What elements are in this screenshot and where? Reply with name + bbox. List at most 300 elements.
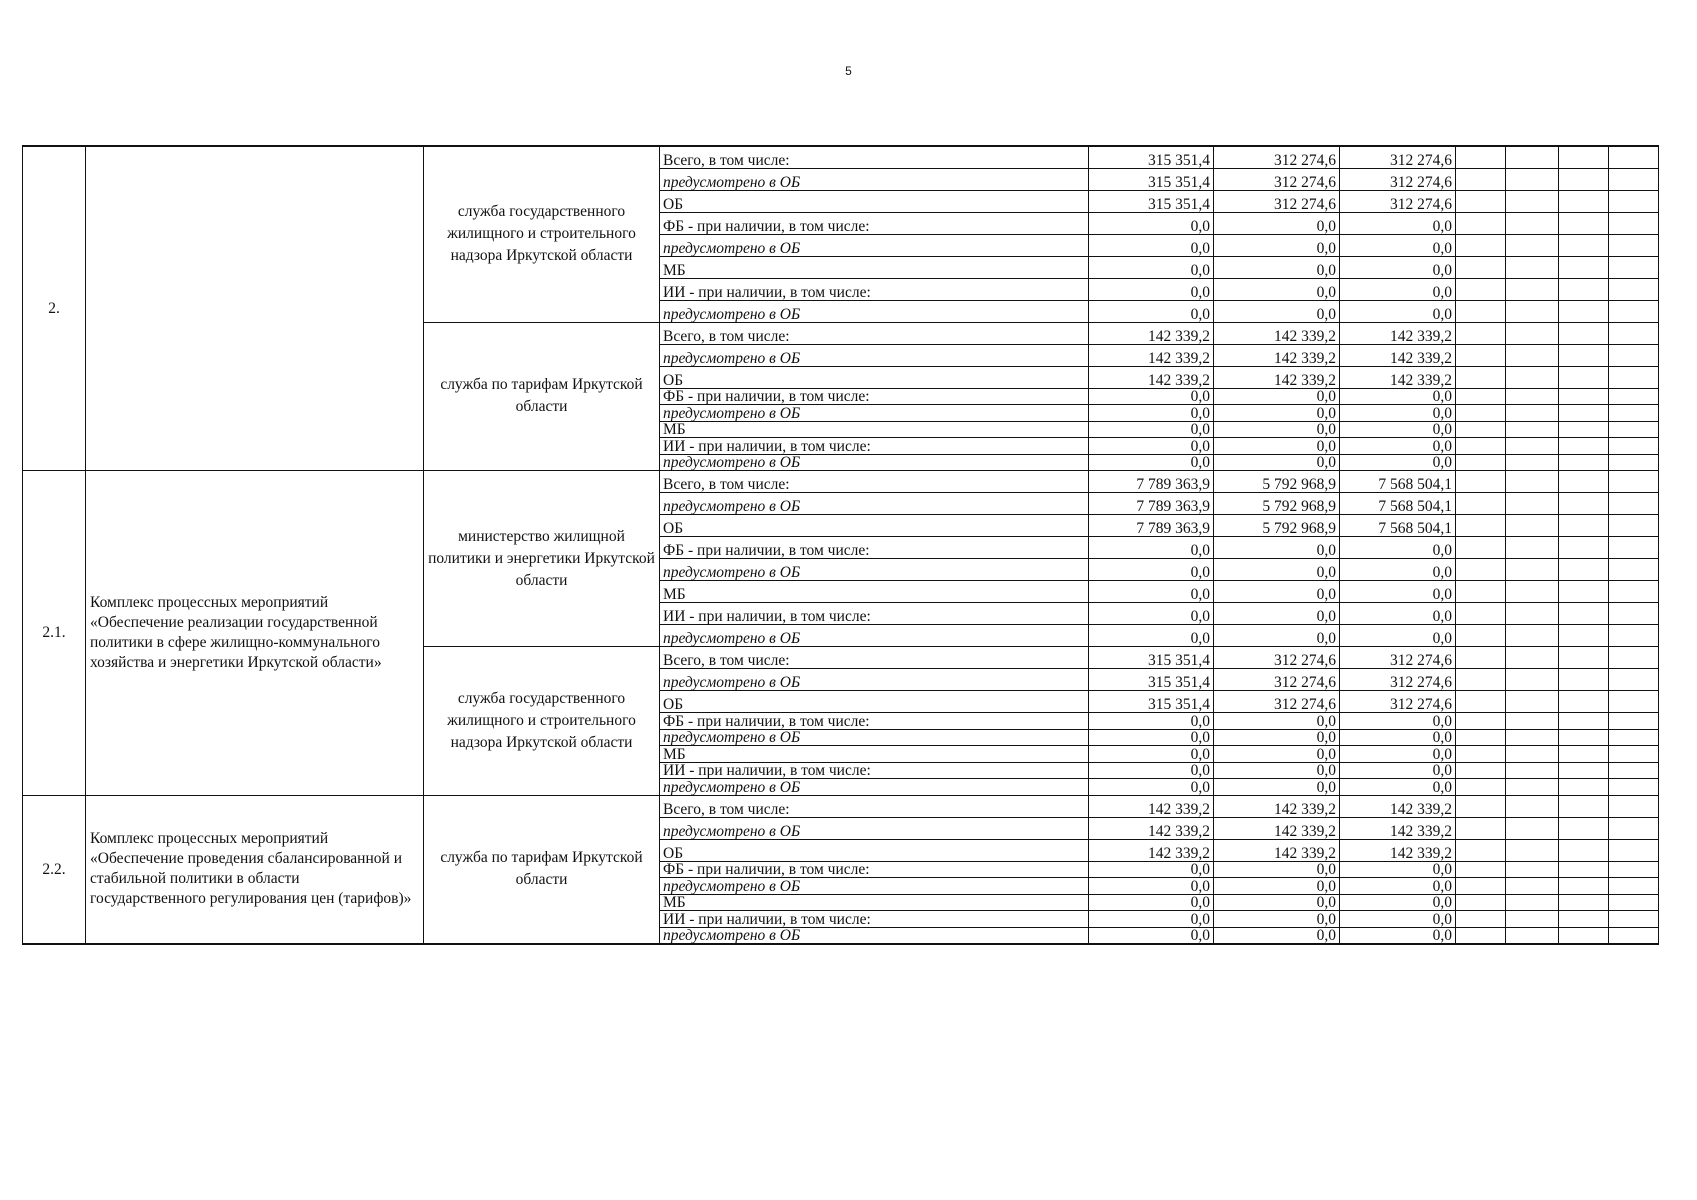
- empty-cell: [1559, 471, 1609, 493]
- empty-cell: [1506, 515, 1559, 537]
- empty-cell: [1609, 190, 1659, 212]
- empty-cell: [1506, 344, 1559, 366]
- empty-cell: [1456, 190, 1506, 212]
- empty-cell: [1609, 322, 1659, 344]
- table-row: [23, 146, 1659, 168]
- amount-cell: 0,0: [1214, 278, 1340, 300]
- amount-cell: 0,0: [1340, 729, 1456, 746]
- amount-cell: 0,0: [1214, 603, 1340, 625]
- amount-cell: 0,0: [1089, 256, 1214, 278]
- empty-cell: [1456, 762, 1506, 779]
- empty-cell: [1456, 894, 1506, 911]
- empty-cell: [1456, 515, 1506, 537]
- empty-cell: [1506, 691, 1559, 713]
- funding-source-cell: ФБ - при наличии, в том числе:: [660, 861, 1089, 878]
- empty-cell: [1456, 669, 1506, 691]
- row-number-cell: 2.1.: [23, 471, 86, 796]
- funding-source-cell: предусмотрено в ОБ: [660, 669, 1089, 691]
- empty-cell: [1559, 795, 1609, 817]
- empty-cell: [1456, 212, 1506, 234]
- amount-cell: 312 274,6: [1214, 669, 1340, 691]
- empty-cell: [1609, 795, 1659, 817]
- amount-cell: 0,0: [1089, 300, 1214, 322]
- empty-cell: [1506, 388, 1559, 405]
- funding-source-cell: ОБ: [660, 366, 1089, 388]
- empty-cell: [1506, 471, 1559, 493]
- amount-cell: 0,0: [1214, 537, 1340, 559]
- amount-cell: 0,0: [1340, 405, 1456, 422]
- amount-cell: 0,0: [1340, 603, 1456, 625]
- empty-cell: [1559, 559, 1609, 581]
- empty-cell: [1609, 300, 1659, 322]
- empty-cell: [1456, 746, 1506, 763]
- amount-cell: 0,0: [1089, 388, 1214, 405]
- amount-cell: 0,0: [1340, 746, 1456, 763]
- funding-source-cell: Всего, в том числе:: [660, 647, 1089, 669]
- empty-cell: [1506, 647, 1559, 669]
- empty-cell: [1609, 762, 1659, 779]
- funding-source-cell: предусмотрено в ОБ: [660, 878, 1089, 895]
- amount-cell: 0,0: [1340, 894, 1456, 911]
- empty-cell: [1456, 405, 1506, 422]
- empty-cell: [1559, 421, 1609, 438]
- funding-source-cell: ОБ: [660, 190, 1089, 212]
- empty-cell: [1559, 212, 1609, 234]
- funding-source-cell: ФБ - при наличии, в том числе:: [660, 388, 1089, 405]
- amount-cell: 0,0: [1340, 438, 1456, 455]
- amount-cell: 0,0: [1214, 894, 1340, 911]
- amount-cell: 5 792 968,9: [1214, 515, 1340, 537]
- empty-cell: [1559, 669, 1609, 691]
- empty-cell: [1456, 647, 1506, 669]
- empty-cell: [1559, 691, 1609, 713]
- amount-cell: 0,0: [1089, 234, 1214, 256]
- amount-cell: 142 339,2: [1340, 344, 1456, 366]
- funding-source-cell: МБ: [660, 746, 1089, 763]
- amount-cell: 0,0: [1089, 278, 1214, 300]
- empty-cell: [1456, 603, 1506, 625]
- empty-cell: [1506, 861, 1559, 878]
- empty-cell: [1609, 421, 1659, 438]
- amount-cell: 315 351,4: [1089, 691, 1214, 713]
- amount-cell: 312 274,6: [1340, 691, 1456, 713]
- amount-cell: 7 568 504,1: [1340, 515, 1456, 537]
- empty-cell: [1559, 647, 1609, 669]
- amount-cell: 0,0: [1089, 779, 1214, 796]
- amount-cell: 0,0: [1089, 454, 1214, 471]
- empty-cell: [1456, 168, 1506, 190]
- empty-cell: [1456, 537, 1506, 559]
- amount-cell: 0,0: [1089, 559, 1214, 581]
- funding-source-cell: ИИ - при наличии, в том числе:: [660, 603, 1089, 625]
- empty-cell: [1609, 559, 1659, 581]
- amount-cell: 0,0: [1214, 927, 1340, 944]
- empty-cell: [1609, 894, 1659, 911]
- amount-cell: 315 351,4: [1089, 647, 1214, 669]
- executor-cell: министерство жилищной политики и энергетики Иркутской области: [424, 471, 660, 647]
- amount-cell: 0,0: [1340, 234, 1456, 256]
- amount-cell: 0,0: [1340, 454, 1456, 471]
- empty-cell: [1609, 212, 1659, 234]
- empty-cell: [1559, 839, 1609, 861]
- amount-cell: 142 339,2: [1340, 795, 1456, 817]
- empty-cell: [1506, 795, 1559, 817]
- empty-cell: [1506, 300, 1559, 322]
- empty-cell: [1456, 344, 1506, 366]
- empty-cell: [1609, 438, 1659, 455]
- amount-cell: 7 568 504,1: [1340, 471, 1456, 493]
- funding-source-cell: ОБ: [660, 691, 1089, 713]
- empty-cell: [1506, 256, 1559, 278]
- amount-cell: 7 568 504,1: [1340, 493, 1456, 515]
- empty-cell: [1506, 625, 1559, 647]
- amount-cell: 0,0: [1214, 454, 1340, 471]
- amount-cell: 7 789 363,9: [1089, 471, 1214, 493]
- empty-cell: [1609, 454, 1659, 471]
- amount-cell: 0,0: [1214, 256, 1340, 278]
- empty-cell: [1559, 746, 1609, 763]
- empty-cell: [1559, 625, 1609, 647]
- empty-cell: [1559, 493, 1609, 515]
- empty-cell: [1559, 894, 1609, 911]
- funding-source-cell: предусмотрено в ОБ: [660, 234, 1089, 256]
- empty-cell: [1506, 817, 1559, 839]
- empty-cell: [1506, 212, 1559, 234]
- empty-cell: [1506, 581, 1559, 603]
- empty-cell: [1559, 366, 1609, 388]
- empty-cell: [1609, 779, 1659, 796]
- amount-cell: 312 274,6: [1214, 190, 1340, 212]
- amount-cell: 0,0: [1340, 878, 1456, 895]
- funding-source-cell: Всего, в том числе:: [660, 795, 1089, 817]
- empty-cell: [1456, 625, 1506, 647]
- amount-cell: 315 351,4: [1089, 190, 1214, 212]
- empty-cell: [1609, 691, 1659, 713]
- empty-cell: [1609, 911, 1659, 928]
- empty-cell: [1559, 278, 1609, 300]
- amount-cell: 312 274,6: [1214, 647, 1340, 669]
- empty-cell: [1506, 438, 1559, 455]
- amount-cell: 0,0: [1214, 746, 1340, 763]
- amount-cell: 0,0: [1089, 861, 1214, 878]
- funding-source-cell: предусмотрено в ОБ: [660, 344, 1089, 366]
- amount-cell: 312 274,6: [1214, 168, 1340, 190]
- amount-cell: 142 339,2: [1089, 322, 1214, 344]
- funding-source-cell: предусмотрено в ОБ: [660, 454, 1089, 471]
- funding-source-cell: ИИ - при наличии, в том числе:: [660, 438, 1089, 455]
- empty-cell: [1559, 146, 1609, 168]
- empty-cell: [1506, 746, 1559, 763]
- funding-source-cell: Всего, в том числе:: [660, 471, 1089, 493]
- funding-source-cell: ОБ: [660, 515, 1089, 537]
- empty-cell: [1506, 894, 1559, 911]
- amount-cell: 312 274,6: [1340, 190, 1456, 212]
- funding-source-cell: ИИ - при наличии, в том числе:: [660, 762, 1089, 779]
- funding-source-cell: Всего, в том числе:: [660, 322, 1089, 344]
- amount-cell: 315 351,4: [1089, 669, 1214, 691]
- amount-cell: 0,0: [1089, 878, 1214, 895]
- funding-source-cell: предусмотрено в ОБ: [660, 927, 1089, 944]
- empty-cell: [1559, 300, 1609, 322]
- amount-cell: 0,0: [1214, 625, 1340, 647]
- program-name-cell: [86, 146, 424, 471]
- funding-source-cell: предусмотрено в ОБ: [660, 493, 1089, 515]
- amount-cell: 142 339,2: [1089, 344, 1214, 366]
- amount-cell: 142 339,2: [1340, 322, 1456, 344]
- amount-cell: 7 789 363,9: [1089, 493, 1214, 515]
- empty-cell: [1506, 454, 1559, 471]
- funding-source-cell: МБ: [660, 581, 1089, 603]
- empty-cell: [1609, 746, 1659, 763]
- amount-cell: 142 339,2: [1214, 344, 1340, 366]
- amount-cell: 142 339,2: [1214, 839, 1340, 861]
- amount-cell: 0,0: [1214, 559, 1340, 581]
- table-row: [23, 471, 1659, 493]
- empty-cell: [1559, 861, 1609, 878]
- amount-cell: 315 351,4: [1089, 146, 1214, 168]
- funding-source-cell: ОБ: [660, 839, 1089, 861]
- amount-cell: 0,0: [1089, 421, 1214, 438]
- empty-cell: [1559, 927, 1609, 944]
- empty-cell: [1609, 278, 1659, 300]
- empty-cell: [1506, 669, 1559, 691]
- empty-cell: [1609, 878, 1659, 895]
- empty-cell: [1456, 878, 1506, 895]
- empty-cell: [1559, 817, 1609, 839]
- amount-cell: 0,0: [1214, 421, 1340, 438]
- empty-cell: [1609, 625, 1659, 647]
- empty-cell: [1456, 300, 1506, 322]
- empty-cell: [1506, 779, 1559, 796]
- empty-cell: [1506, 493, 1559, 515]
- amount-cell: 0,0: [1340, 861, 1456, 878]
- empty-cell: [1506, 762, 1559, 779]
- empty-cell: [1609, 861, 1659, 878]
- empty-cell: [1506, 421, 1559, 438]
- table-row: [23, 795, 1659, 817]
- funding-source-cell: предусмотрено в ОБ: [660, 817, 1089, 839]
- empty-cell: [1559, 911, 1609, 928]
- empty-cell: [1559, 581, 1609, 603]
- empty-cell: [1456, 839, 1506, 861]
- amount-cell: 0,0: [1214, 234, 1340, 256]
- empty-cell: [1609, 537, 1659, 559]
- amount-cell: 0,0: [1214, 438, 1340, 455]
- empty-cell: [1609, 388, 1659, 405]
- amount-cell: 0,0: [1089, 212, 1214, 234]
- amount-cell: 0,0: [1089, 729, 1214, 746]
- amount-cell: 0,0: [1340, 212, 1456, 234]
- amount-cell: 142 339,2: [1340, 366, 1456, 388]
- funding-source-cell: ИИ - при наличии, в том числе:: [660, 911, 1089, 928]
- empty-cell: [1456, 795, 1506, 817]
- funding-source-cell: ФБ - при наличии, в том числе:: [660, 713, 1089, 730]
- amount-cell: 0,0: [1214, 762, 1340, 779]
- budget-table: [22, 145, 1659, 945]
- amount-cell: 0,0: [1214, 911, 1340, 928]
- empty-cell: [1456, 911, 1506, 928]
- empty-cell: [1559, 256, 1609, 278]
- empty-cell: [1559, 515, 1609, 537]
- amount-cell: 312 274,6: [1214, 146, 1340, 168]
- empty-cell: [1506, 322, 1559, 344]
- empty-cell: [1609, 647, 1659, 669]
- amount-cell: 142 339,2: [1089, 817, 1214, 839]
- page-number: 5: [845, 64, 852, 78]
- funding-source-cell: Всего, в том числе:: [660, 146, 1089, 168]
- funding-source-cell: предусмотрено в ОБ: [660, 625, 1089, 647]
- empty-cell: [1559, 713, 1609, 730]
- amount-cell: 0,0: [1214, 388, 1340, 405]
- amount-cell: 0,0: [1089, 713, 1214, 730]
- amount-cell: 142 339,2: [1214, 817, 1340, 839]
- empty-cell: [1609, 817, 1659, 839]
- amount-cell: 0,0: [1214, 861, 1340, 878]
- amount-cell: 0,0: [1340, 762, 1456, 779]
- empty-cell: [1456, 366, 1506, 388]
- empty-cell: [1456, 779, 1506, 796]
- empty-cell: [1456, 438, 1506, 455]
- amount-cell: 0,0: [1089, 405, 1214, 422]
- empty-cell: [1456, 729, 1506, 746]
- amount-cell: 5 792 968,9: [1214, 471, 1340, 493]
- funding-source-cell: МБ: [660, 421, 1089, 438]
- empty-cell: [1609, 669, 1659, 691]
- funding-source-cell: МБ: [660, 256, 1089, 278]
- amount-cell: 7 789 363,9: [1089, 515, 1214, 537]
- amount-cell: 0,0: [1089, 746, 1214, 763]
- executor-cell: служба по тарифам Иркутской области: [424, 795, 660, 944]
- empty-cell: [1559, 779, 1609, 796]
- amount-cell: 0,0: [1089, 894, 1214, 911]
- empty-cell: [1609, 256, 1659, 278]
- amount-cell: 0,0: [1214, 300, 1340, 322]
- funding-source-cell: ИИ - при наличии, в том числе:: [660, 278, 1089, 300]
- empty-cell: [1609, 581, 1659, 603]
- empty-cell: [1609, 603, 1659, 625]
- amount-cell: 142 339,2: [1089, 366, 1214, 388]
- empty-cell: [1559, 344, 1609, 366]
- empty-cell: [1559, 537, 1609, 559]
- empty-cell: [1506, 603, 1559, 625]
- amount-cell: 5 792 968,9: [1214, 493, 1340, 515]
- program-name-cell: Комплекс процессных мероприятий «Обеспечение реализации государственной политики в сфере жилищно-коммунального хозяйства и энергетики Иркутской области»: [86, 471, 424, 796]
- amount-cell: 0,0: [1214, 405, 1340, 422]
- empty-cell: [1456, 234, 1506, 256]
- amount-cell: 0,0: [1214, 878, 1340, 895]
- amount-cell: 0,0: [1340, 300, 1456, 322]
- empty-cell: [1609, 366, 1659, 388]
- empty-cell: [1506, 366, 1559, 388]
- amount-cell: 142 339,2: [1214, 366, 1340, 388]
- amount-cell: 0,0: [1089, 762, 1214, 779]
- empty-cell: [1456, 421, 1506, 438]
- empty-cell: [1609, 493, 1659, 515]
- empty-cell: [1609, 515, 1659, 537]
- funding-source-cell: предусмотрено в ОБ: [660, 729, 1089, 746]
- executor-cell: служба государственного жилищного и строительного надзора Иркутской области: [424, 647, 660, 796]
- empty-cell: [1506, 713, 1559, 730]
- empty-cell: [1559, 454, 1609, 471]
- empty-cell: [1609, 405, 1659, 422]
- empty-cell: [1506, 559, 1559, 581]
- amount-cell: 0,0: [1340, 388, 1456, 405]
- empty-cell: [1456, 581, 1506, 603]
- funding-source-cell: предусмотрено в ОБ: [660, 168, 1089, 190]
- empty-cell: [1506, 537, 1559, 559]
- empty-cell: [1559, 405, 1609, 422]
- amount-cell: 312 274,6: [1340, 669, 1456, 691]
- amount-cell: 0,0: [1340, 779, 1456, 796]
- amount-cell: 0,0: [1089, 927, 1214, 944]
- amount-cell: 142 339,2: [1340, 817, 1456, 839]
- empty-cell: [1506, 146, 1559, 168]
- amount-cell: 0,0: [1214, 779, 1340, 796]
- empty-cell: [1456, 493, 1506, 515]
- empty-cell: [1559, 322, 1609, 344]
- empty-cell: [1456, 146, 1506, 168]
- amount-cell: 142 339,2: [1214, 795, 1340, 817]
- empty-cell: [1609, 146, 1659, 168]
- funding-source-cell: ФБ - при наличии, в том числе:: [660, 537, 1089, 559]
- empty-cell: [1609, 713, 1659, 730]
- empty-cell: [1456, 454, 1506, 471]
- amount-cell: 0,0: [1340, 927, 1456, 944]
- empty-cell: [1506, 927, 1559, 944]
- amount-cell: 0,0: [1089, 603, 1214, 625]
- amount-cell: 0,0: [1340, 625, 1456, 647]
- empty-cell: [1506, 911, 1559, 928]
- empty-cell: [1559, 234, 1609, 256]
- amount-cell: 312 274,6: [1340, 168, 1456, 190]
- amount-cell: 312 274,6: [1340, 146, 1456, 168]
- amount-cell: 0,0: [1340, 559, 1456, 581]
- empty-cell: [1559, 190, 1609, 212]
- amount-cell: 0,0: [1089, 581, 1214, 603]
- empty-cell: [1506, 278, 1559, 300]
- empty-cell: [1506, 839, 1559, 861]
- amount-cell: 0,0: [1340, 256, 1456, 278]
- amount-cell: 0,0: [1340, 421, 1456, 438]
- executor-cell: служба по тарифам Иркутской области: [424, 322, 660, 471]
- amount-cell: 0,0: [1340, 581, 1456, 603]
- amount-cell: 0,0: [1089, 911, 1214, 928]
- executor-cell: служба государственного жилищного и строительного надзора Иркутской области: [424, 146, 660, 322]
- empty-cell: [1456, 388, 1506, 405]
- empty-cell: [1506, 878, 1559, 895]
- funding-source-cell: предусмотрено в ОБ: [660, 300, 1089, 322]
- funding-source-cell: предусмотрено в ОБ: [660, 405, 1089, 422]
- funding-source-cell: ФБ - при наличии, в том числе:: [660, 212, 1089, 234]
- empty-cell: [1609, 234, 1659, 256]
- empty-cell: [1506, 168, 1559, 190]
- empty-cell: [1559, 878, 1609, 895]
- empty-cell: [1456, 713, 1506, 730]
- empty-cell: [1456, 861, 1506, 878]
- empty-cell: [1609, 729, 1659, 746]
- amount-cell: 0,0: [1214, 729, 1340, 746]
- empty-cell: [1506, 190, 1559, 212]
- program-name-cell: Комплекс процессных мероприятий «Обеспечение проведения сбалансированной и стабильной политики в области государственного регулирования цен (тарифов)»: [86, 795, 424, 944]
- amount-cell: 0,0: [1340, 713, 1456, 730]
- empty-cell: [1559, 168, 1609, 190]
- amount-cell: 0,0: [1214, 713, 1340, 730]
- amount-cell: 312 274,6: [1214, 691, 1340, 713]
- empty-cell: [1506, 729, 1559, 746]
- empty-cell: [1609, 168, 1659, 190]
- amount-cell: 0,0: [1340, 537, 1456, 559]
- empty-cell: [1456, 817, 1506, 839]
